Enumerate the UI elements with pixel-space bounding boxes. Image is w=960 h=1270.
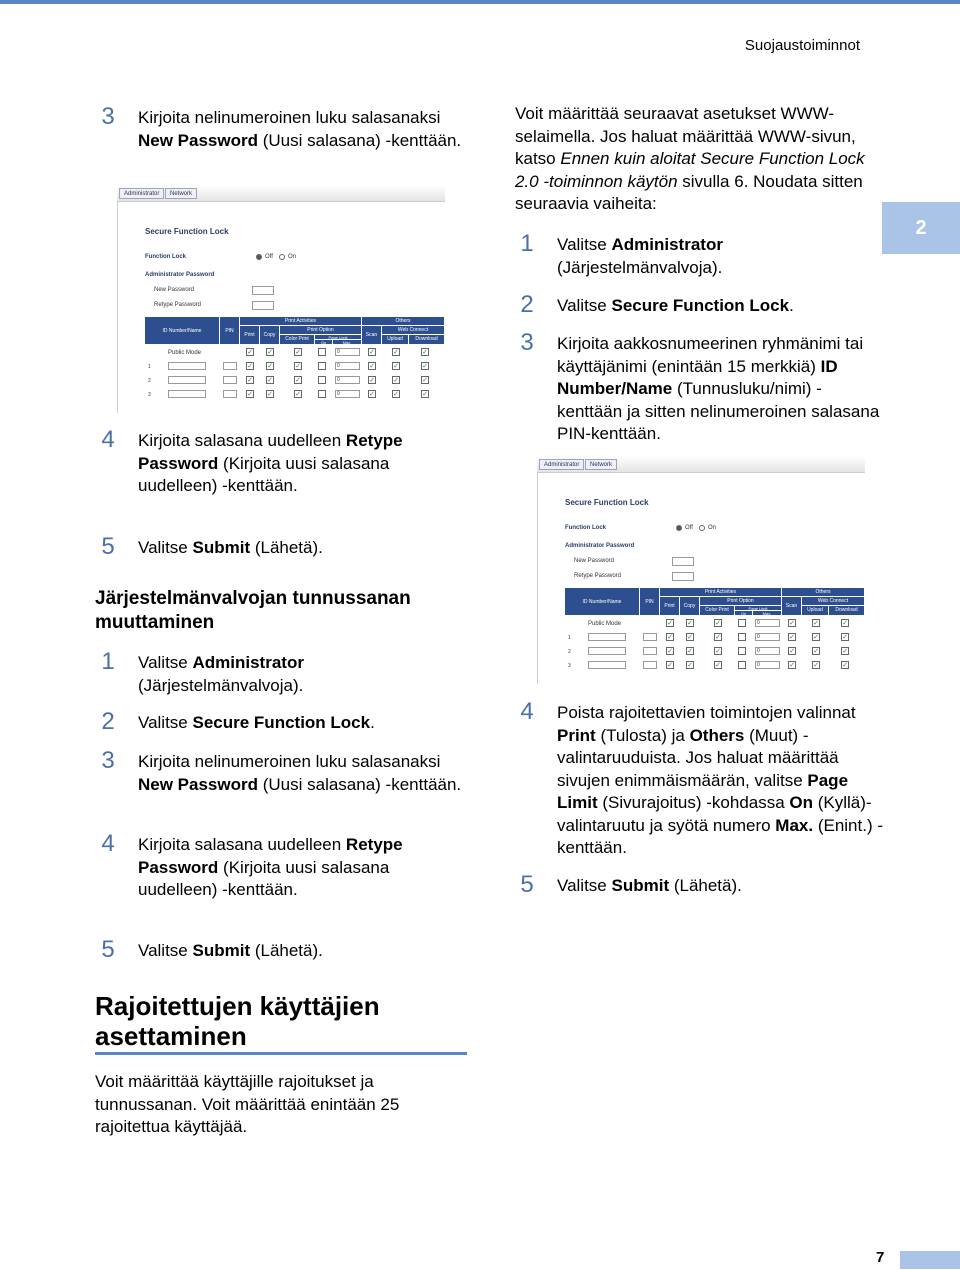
- panel-title: Secure Function Lock: [145, 227, 229, 236]
- row-number: 3: [568, 663, 571, 669]
- page-number: 7: [876, 1249, 885, 1266]
- row-number: 1: [568, 635, 571, 641]
- col-color-print: Color Print: [280, 335, 315, 345]
- permission-checkbox[interactable]: ✓: [369, 363, 375, 370]
- permission-checkbox[interactable]: ✓: [789, 620, 795, 627]
- permission-checkbox[interactable]: ✓: [422, 377, 428, 384]
- panel-title: Secure Function Lock: [565, 498, 649, 507]
- permission-checkbox[interactable]: ✓: [267, 363, 273, 370]
- permission-checkbox[interactable]: ✓: [247, 363, 253, 370]
- id-name-field[interactable]: [168, 376, 206, 384]
- col-copy: Copy: [260, 326, 280, 345]
- permission-checkbox[interactable]: ✓: [667, 648, 673, 655]
- permission-checkbox[interactable]: ✓: [687, 662, 693, 669]
- col-print: Print: [240, 326, 260, 345]
- col-print-activities: Print Activities: [660, 588, 782, 597]
- permission-checkbox[interactable]: ✓: [422, 391, 428, 398]
- id-name-field[interactable]: [168, 362, 206, 370]
- screenshot-right: [537, 456, 865, 684]
- permission-checkbox[interactable]: ✓: [369, 391, 375, 398]
- row-number: 3: [148, 392, 151, 398]
- col-others: Others: [362, 317, 445, 326]
- max-field[interactable]: 0: [755, 619, 780, 627]
- step-3-new-password: 3 Kirjoita nelinumeroinen luku salasanaksi New Password (Uusi salasana) -kenttään.: [138, 107, 478, 152]
- permission-checkbox[interactable]: ✓: [295, 391, 301, 398]
- radio-on[interactable]: [279, 254, 285, 260]
- col-id: ID Number/Name: [565, 588, 640, 616]
- pin-field[interactable]: [643, 661, 657, 669]
- step-number: 4: [101, 426, 115, 453]
- col-print: Print: [660, 597, 680, 616]
- pin-field[interactable]: [223, 362, 237, 370]
- permission-checkbox[interactable]: ✓: [267, 377, 273, 384]
- step-4-retype-password-admin: 4 Kirjoita salasana uudelleen Retype Password (Kirjoita uusi salasana uudelleen) -kenttään.: [138, 834, 438, 902]
- permission-checkbox[interactable]: ✓: [393, 377, 399, 384]
- tab-bar: [117, 185, 445, 201]
- col-page-limit: Page Limit: [315, 335, 362, 340]
- col-pin: PIN: [220, 317, 240, 345]
- step-5-submit: 5 Valitse Submit (Lähetä).: [138, 537, 438, 560]
- col-upload: Upload: [382, 335, 409, 345]
- retype-password-field[interactable]: [672, 572, 694, 581]
- max-field[interactable]: 0: [335, 348, 360, 356]
- col-on: On: [735, 611, 753, 616]
- permission-checkbox[interactable]: [738, 647, 746, 655]
- col-scan: Scan: [362, 326, 382, 345]
- col-on: On: [315, 340, 333, 345]
- tab-bar: [537, 456, 865, 472]
- permission-checkbox[interactable]: ✓: [715, 662, 721, 669]
- permission-checkbox[interactable]: [318, 362, 326, 370]
- step-number: 1: [101, 648, 115, 675]
- restricted-users-paragraph: Voit määrittää käyttäjille rajoitukset ja tunnussanan. Voit määrittää enintään 25 rajoitettua käyttäjää.: [95, 1072, 400, 1136]
- heading-admin-password: Järjestelmänvalvojan tunnussanan muuttaminen: [95, 588, 411, 633]
- pin-field[interactable]: [643, 647, 657, 655]
- new-password-label: New Password: [154, 287, 195, 293]
- max-field[interactable]: 0: [335, 390, 360, 398]
- row-number: 1: [148, 364, 151, 370]
- step-number: 1: [520, 230, 534, 257]
- permission-checkbox[interactable]: ✓: [369, 377, 375, 384]
- permission-checkbox[interactable]: ✓: [687, 634, 693, 641]
- pin-field[interactable]: [223, 376, 237, 384]
- tab-administrator[interactable]: Administrator: [119, 188, 164, 199]
- radio-on-label: On: [288, 254, 297, 260]
- col-color-print: Color Print: [700, 606, 735, 616]
- radio-on-label: On: [708, 525, 717, 531]
- tab-network[interactable]: Network: [165, 188, 197, 199]
- col-download: Download: [409, 335, 445, 345]
- radio-off[interactable]: [256, 254, 262, 260]
- new-password-label: New Password: [574, 558, 615, 564]
- permission-checkbox[interactable]: [318, 376, 326, 384]
- permission-checkbox[interactable]: ✓: [687, 620, 693, 627]
- col-id: ID Number/Name: [145, 317, 220, 345]
- permission-checkbox[interactable]: ✓: [813, 648, 819, 655]
- max-field[interactable]: 0: [755, 661, 780, 669]
- step-number: 3: [101, 747, 115, 774]
- permission-checkbox[interactable]: ✓: [789, 648, 795, 655]
- step-4-retype-password: 4 Kirjoita salasana uudelleen Retype Password (Kirjoita uusi salasana uudelleen) -kenttään.: [138, 430, 438, 498]
- permission-checkbox[interactable]: [738, 661, 746, 669]
- radio-off[interactable]: [676, 525, 682, 531]
- step-3-new-password-admin: 3 Kirjoita nelinumeroinen luku salasanaksi New Password (Uusi salasana) -kenttään.: [138, 751, 478, 796]
- chapter-tab: 2: [882, 202, 960, 254]
- page-number-bar: [900, 1251, 960, 1269]
- right-step-5-submit: 5 Valitse Submit (Lähetä).: [557, 875, 857, 898]
- row-number: 2: [568, 649, 571, 655]
- permission-checkbox[interactable]: ✓: [813, 620, 819, 627]
- tab-network[interactable]: Network: [585, 459, 617, 470]
- step-number: 2: [101, 708, 115, 735]
- step-2-secure-function-lock: 2 Valitse Secure Function Lock.: [138, 712, 458, 735]
- permission-checkbox[interactable]: ✓: [715, 634, 721, 641]
- col-max: Max.: [753, 611, 782, 616]
- admin-password-label: Administrator Password: [565, 543, 635, 549]
- permission-checkbox[interactable]: ✓: [393, 349, 399, 356]
- permission-checkbox[interactable]: [738, 633, 746, 641]
- step-1-administrator: 1 Valitse Administrator (Järjestelmänvalvoja).: [138, 652, 438, 697]
- top-rule: [0, 0, 960, 4]
- right-step-1-administrator: 1 Valitse Administrator (Järjestelmänvalvoja).: [557, 234, 857, 279]
- radio-on[interactable]: [699, 525, 705, 531]
- permission-checkbox[interactable]: ✓: [422, 349, 428, 356]
- intro-paragraph: Voit määrittää seuraavat asetukset WWW-selaimella. Jos haluat määrittää WWW-sivun, katso Ennen kuin aloitat Secure Function Lock 2.0 -toiminnon käytön sivulla 6. Noudata sitten seuraavia vaiheita:: [515, 104, 865, 213]
- permission-checkbox[interactable]: ✓: [789, 662, 795, 669]
- step-number: 5: [101, 936, 115, 963]
- id-name-field[interactable]: [168, 390, 206, 398]
- permission-checkbox[interactable]: ✓: [295, 377, 301, 384]
- pin-field[interactable]: [643, 633, 657, 641]
- permission-checkbox[interactable]: ✓: [842, 662, 848, 669]
- tab-administrator[interactable]: Administrator: [539, 459, 584, 470]
- max-field[interactable]: 0: [335, 362, 360, 370]
- col-print-option: Print Option: [700, 597, 782, 606]
- permission-checkbox[interactable]: ✓: [813, 662, 819, 669]
- max-field[interactable]: 0: [335, 376, 360, 384]
- col-max: Max.: [333, 340, 362, 345]
- permission-checkbox[interactable]: ✓: [842, 620, 848, 627]
- running-header: Suojaustoiminnot: [744, 37, 860, 54]
- id-name-field[interactable]: [588, 633, 626, 641]
- col-print-option: Print Option: [280, 326, 362, 335]
- id-name-field[interactable]: [588, 661, 626, 669]
- pin-field[interactable]: [223, 390, 237, 398]
- permission-checkbox[interactable]: [318, 390, 326, 398]
- col-pin: PIN: [640, 588, 660, 616]
- function-lock-label: Function Lock: [565, 525, 606, 531]
- step-number: 3: [101, 103, 115, 130]
- right-step-4-uncheck: 4 Poista rajoitettavien toimintojen valinnat Print (Tulosta) ja Others (Muut) -valintaruuduista. Jos haluat määrittää sivujen enimmäismäärän, valitse Page Limit (Sivurajoitus) -kohdassa On (Kyllä)-valintaruutu ja syötä numero Max. (Enint.) -kenttään.: [557, 702, 892, 860]
- right-step-2-secure-function-lock: 2 Valitse Secure Function Lock.: [557, 295, 877, 318]
- admin-password-label: Administrator Password: [145, 272, 215, 278]
- permission-checkbox[interactable]: ✓: [842, 634, 848, 641]
- col-scan: Scan: [782, 597, 802, 616]
- public-mode-label: Public Mode: [168, 350, 202, 356]
- permission-checkbox[interactable]: ✓: [295, 349, 301, 356]
- permission-checkbox[interactable]: ✓: [667, 634, 673, 641]
- permission-checkbox[interactable]: ✓: [667, 662, 673, 669]
- permission-checkbox[interactable]: ✓: [247, 391, 253, 398]
- permission-checkbox[interactable]: ✓: [715, 620, 721, 627]
- step-number: 4: [520, 698, 534, 725]
- permission-checkbox[interactable]: [738, 619, 746, 627]
- max-field[interactable]: 0: [755, 647, 780, 655]
- heading-restricted-users: Rajoitettujen käyttäjien asettaminen: [95, 991, 380, 1051]
- id-name-field[interactable]: [588, 647, 626, 655]
- retype-password-field[interactable]: [252, 301, 274, 310]
- col-download: Download: [829, 606, 865, 616]
- permission-checkbox[interactable]: ✓: [813, 634, 819, 641]
- col-page-limit: Page Limit: [735, 606, 782, 611]
- retype-password-label: Retype Password: [574, 573, 622, 579]
- max-field[interactable]: 0: [755, 633, 780, 641]
- permission-checkbox[interactable]: ✓: [667, 620, 673, 627]
- step-number: 4: [101, 830, 115, 857]
- col-print-activities: Print Activities: [240, 317, 362, 326]
- permission-checkbox[interactable]: ✓: [295, 363, 301, 370]
- permission-checkbox[interactable]: ✓: [789, 634, 795, 641]
- step-number: 3: [520, 329, 534, 356]
- col-others: Others: [782, 588, 865, 597]
- public-mode-label: Public Mode: [588, 621, 622, 627]
- permission-checkbox[interactable]: ✓: [715, 648, 721, 655]
- permission-checkbox[interactable]: ✓: [393, 363, 399, 370]
- permission-checkbox[interactable]: [318, 348, 326, 356]
- step-number: 5: [101, 533, 115, 560]
- function-lock-label: Function Lock: [145, 254, 186, 260]
- retype-password-label: Retype Password: [154, 302, 202, 308]
- permission-checkbox[interactable]: ✓: [369, 349, 375, 356]
- permission-checkbox[interactable]: ✓: [687, 648, 693, 655]
- col-copy: Copy: [680, 597, 700, 616]
- col-web-connect: Web Connect: [802, 597, 865, 606]
- right-step-3-id-and-pin: 3 Kirjoita aakkosnumeerinen ryhmänimi tai käyttäjänimi (enintään 15 merkkiä) ID Number/Name (Tunnusluku/nimi) -kenttään ja sitten nelinumeroinen salasana PIN-kenttään.: [557, 333, 887, 446]
- permission-checkbox[interactable]: ✓: [247, 377, 253, 384]
- new-password-field[interactable]: [252, 286, 274, 295]
- step-number: 5: [520, 871, 534, 898]
- permission-checkbox[interactable]: ✓: [393, 391, 399, 398]
- heading-rule: [95, 1052, 467, 1055]
- settings-pane: [537, 472, 865, 684]
- radio-off-label: Off: [685, 525, 693, 531]
- permission-checkbox[interactable]: ✓: [247, 349, 253, 356]
- row-number: 2: [148, 378, 151, 384]
- col-web-connect: Web Connect: [382, 326, 445, 335]
- col-upload: Upload: [802, 606, 829, 616]
- screenshot-left: [117, 185, 445, 413]
- permission-checkbox[interactable]: ✓: [267, 391, 273, 398]
- radio-off-label: Off: [265, 254, 273, 260]
- permission-checkbox[interactable]: ✓: [422, 363, 428, 370]
- new-password-field[interactable]: [672, 557, 694, 566]
- step-5-submit-admin: 5 Valitse Submit (Lähetä).: [138, 940, 438, 963]
- permission-checkbox[interactable]: ✓: [842, 648, 848, 655]
- step-number: 2: [520, 291, 534, 318]
- permission-checkbox[interactable]: ✓: [267, 349, 273, 356]
- settings-pane: [117, 201, 445, 413]
